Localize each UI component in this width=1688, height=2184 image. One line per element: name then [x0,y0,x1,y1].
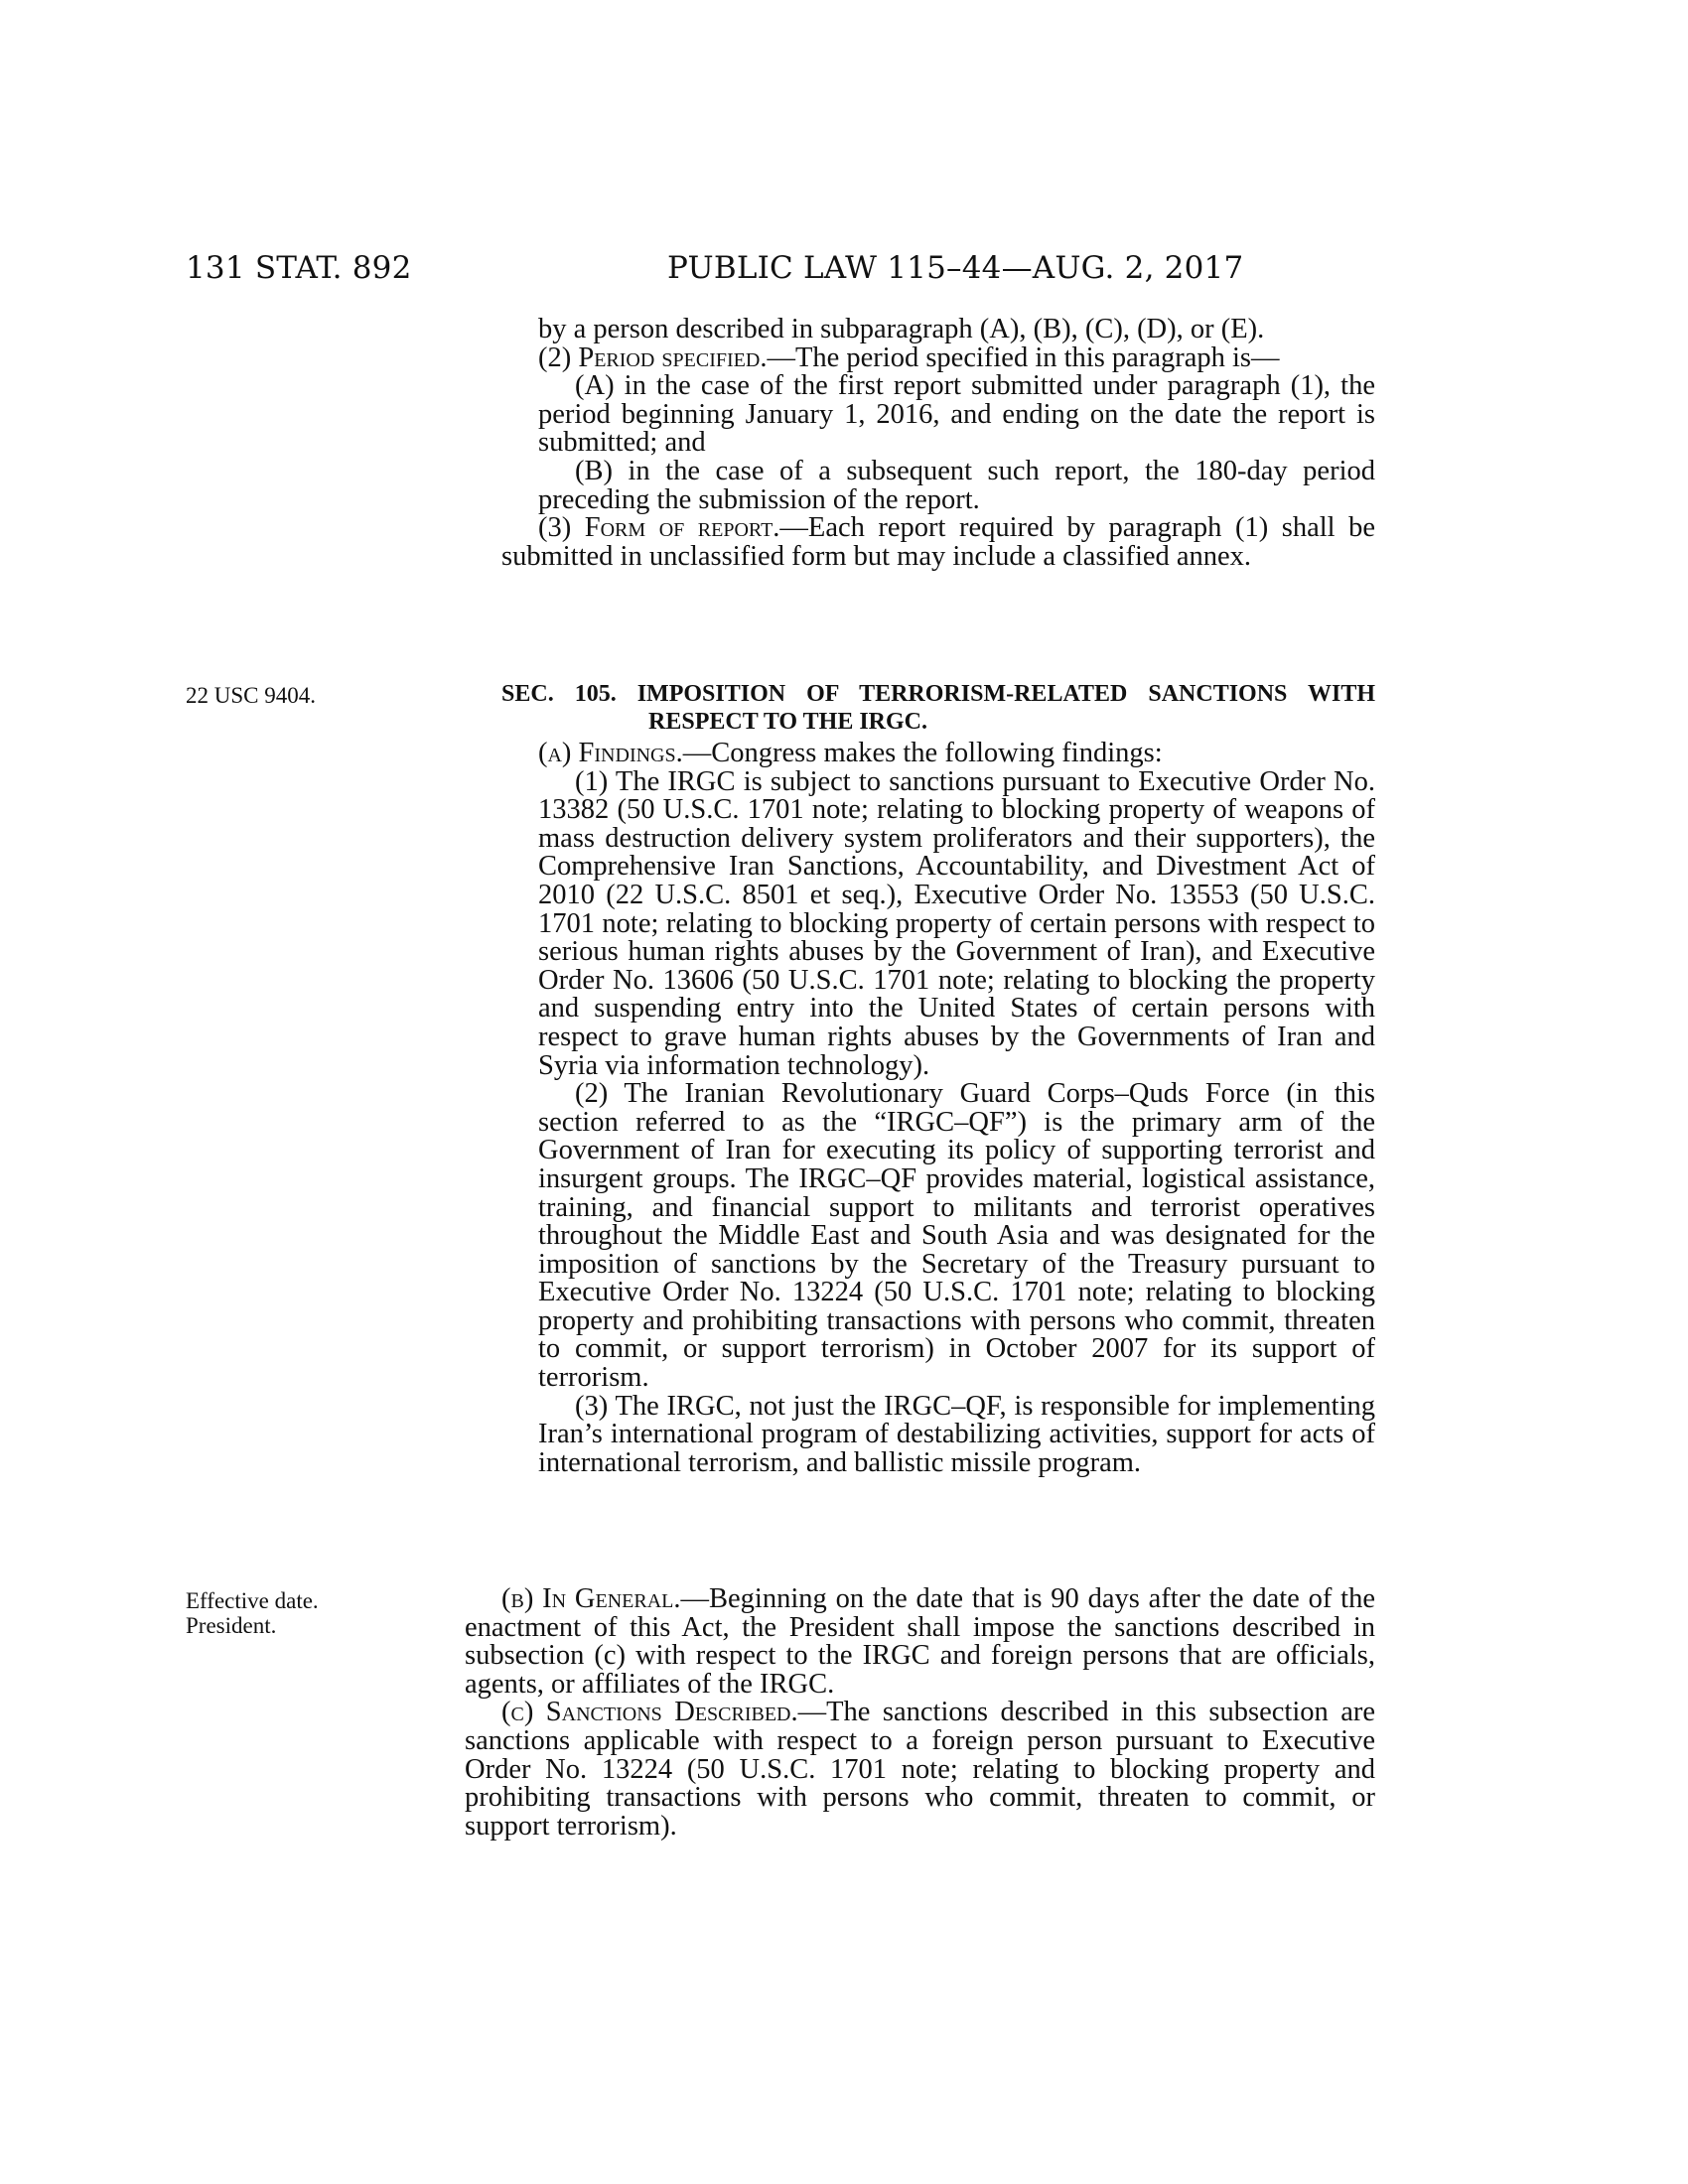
subsection-a-text: —Congress makes the following findings: [682,738,1163,768]
paragraph-2-heading: (2) Period specified. [538,341,768,373]
section-heading [501,680,1375,736]
margin-note-president: President. [186,1613,277,1638]
section-heading-line-1: SEC. 105. IMPOSITION OF TERRORISM-RELATED SANCTIONS WITH [501,681,1375,707]
finding-2: (2) The Iranian Revolutionary Guard Corps–Quds Force (in this section referred to as the “IRGC–QF”) is the primary arm of the Government of Iran for executing its policy of supporting terrorist and insurgent groups. The IRGC–QF provides material, logistical assistance, training, and financial support to militants and terrorist operatives throughout the Middle East and South Asia and was designated for the imposition of sanctions by the Secretary of the Treasury pursuant to Executive Order No. 13224 (50 U.S.C. 1701 note; relating to blocking property and prohibiting transactions with persons who commit, threaten to commit, or support terrorism) in October 2007 for its support of terrorism. [538,1078,1375,1394]
subsection-a [501,740,1375,768]
section-heading-line-2: RESPECT TO THE IRGC. [648,709,927,735]
finding-3: (3) The IRGC, not just the IRGC–QF, is responsible for implementing Iran’s international program of destabilizing activities, support for acts of international terrorism, and ballistic missile program. [538,1390,1375,1478]
margin-note-usc: 22 USC 9404. [186,683,316,708]
finding-1: (1) The IRGC is subject to sanctions pursuant to Executive Order No. 13382 (50 U.S.C. 1701 note; relating to blocking property of weapons of mass destruction delivery system proliferators and their supporters), the Comprehensive Iran Sanctions, Accountability, and Divestment Act of 2010 (22 U.S.C. 8501 et seq.), Executive Order No. 13553 (50 U.S.C. 1701 note; relating to blocking property of certain persons with respect to serious human rights abuses by the Government of Iran), and Executive Order No. 13606 (50 U.S.C. 1701 note; relating to blocking the property and suspending entry into the United States of certain persons with respect to grave human rights abuses by the Governments of Iran and Syria via information technology). [538,765,1375,1081]
subparagraph-b: (B) in the case of a subsequent such report, the 180-day period preceding the submission of the report. [538,455,1375,515]
subsection-c-text: —The sanctions described in this subsection are sanctions applicable with respect to a foreign person pursuant to Executive Order No. 13224 (50 U.S.C. 1701 note; relating to blocking property and prohibiting transactions with persons who commit, threaten to commit, or support terrorism). [465,1697,1376,1842]
subsection-c-heading: (c) Sanctions Described. [501,1697,798,1728]
main-text-block [501,740,1375,1477]
subsection-b-heading: (b) In General. [501,1583,681,1614]
paragraph-2-text: —The period specified in this paragraph is— [767,341,1280,373]
lower-text-block [465,1585,1375,1841]
subsection-b [465,1585,1375,1699]
paragraph-3-text: —Each report required by paragraph (1) shall be submitted in unclassified form but may include a classified annex. [501,512,1375,572]
subsection-c [465,1699,1375,1841]
stat-reference: 131 STAT. 892 [186,250,412,286]
paragraph-3 [501,514,1375,571]
margin-note-effective-date: Effective date. [186,1588,319,1613]
subparagraph-a: (A) in the case of the first report submitted under paragraph (1), the period beginning January 1, 2016, and ending on the date the report is submitted; and [538,370,1375,459]
subsection-b-text: —Beginning on the date that is 90 days after the date of the enactment of this Act, the President shall impose the sanctions described in subsection (c) with respect to the IRGC and foreign persons that are officials, agents, or affiliates of the IRGC. [465,1583,1375,1700]
subsection-a-heading: (a) Findings. [538,738,683,768]
paragraph-2 [501,341,1375,373]
paragraph-continuation: by a person described in subparagraph (A), (B), (C), (D), or (E). [538,314,1265,344]
top-text-block [501,316,1375,571]
paragraph-3-heading: (3) Form of report. [538,512,780,544]
page-header-title: PUBLIC LAW 115–44—AUG. 2, 2017 [667,250,1244,286]
